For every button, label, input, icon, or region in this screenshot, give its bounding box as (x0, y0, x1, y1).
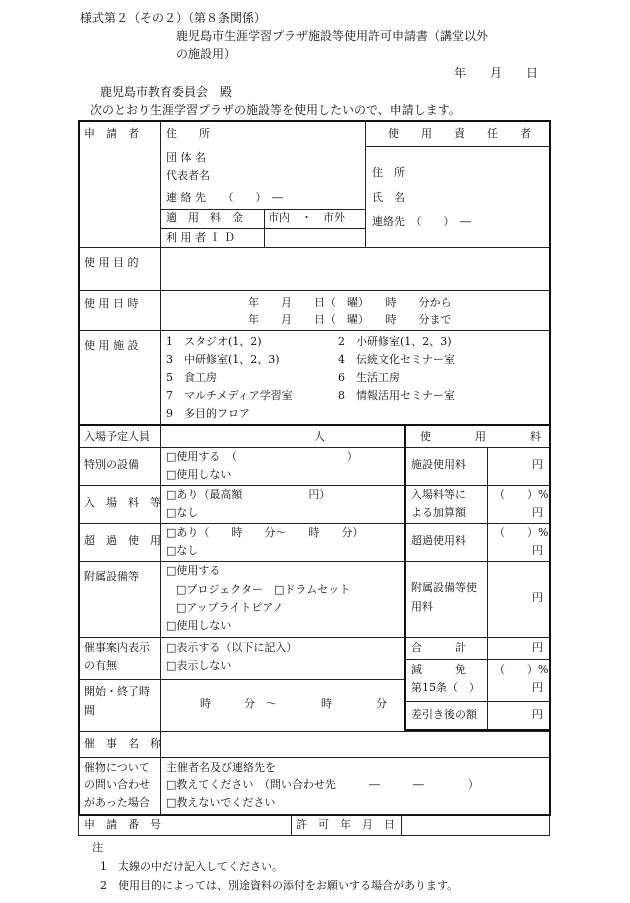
yen-unit: 円 (532, 544, 543, 557)
yen-unit: 円 (532, 641, 543, 654)
facilities-label: 使 用 施 設 (84, 339, 139, 352)
applicant-group[interactable]: 団 体 名 (166, 151, 206, 164)
admission-add-label-line2: よる加算額 (411, 506, 466, 519)
admission-label: 入 場 料 等 (84, 496, 161, 509)
overtime-label: 超 過 使 用 (84, 534, 161, 547)
equipment-nouse[interactable]: □使用しない (166, 619, 232, 632)
datetime-to[interactable]: 年 月 日（ 曜） 時 分まで (248, 313, 452, 326)
datetime-label: 使 用 日 時 (84, 297, 139, 310)
applicant-contact[interactable]: 連 絡 先 （ ） ― (166, 191, 283, 204)
manager-contact[interactable]: 連絡先 （ ） ― (372, 215, 471, 228)
form-number: 様式第２（その２）（第８条関係） (80, 11, 267, 25)
exemption-label: 減 免 (411, 663, 466, 676)
special-equipment-use[interactable]: □使用する （ ） (166, 450, 358, 463)
notes-title: 注 (92, 841, 103, 854)
overtime-fee-percent[interactable]: （ ）% (494, 526, 549, 539)
special-equipment-label: 特別の設備 (84, 458, 139, 471)
form-title-line2: の施設用） (176, 47, 237, 61)
admission-add-label-line1: 入場料等に (411, 488, 466, 501)
note-2: 2 使用目的によっては、別途資料の添付をお願いする場合があります。 (100, 879, 459, 892)
permit-date-label: 許 可 年 月 日 (296, 818, 395, 831)
admission-add-percent[interactable]: （ ）% (494, 488, 549, 501)
facility-option[interactable]: 1 スタジオ(1、2) (166, 335, 262, 348)
datetime-from[interactable]: 年 月 日（ 曜） 時 分から (248, 296, 452, 309)
equipment-fee-label-line2: 用料 (411, 600, 433, 613)
overtime-no[interactable]: □なし (166, 544, 199, 557)
inquiry-label-line3: があった場合 (84, 796, 150, 809)
facility-option[interactable]: 4 伝統文化セミナー室 (338, 353, 455, 366)
display-no[interactable]: □表示しない (166, 659, 232, 672)
yen-unit: 円 (532, 708, 543, 721)
applicant-label: 申 請 者 (84, 127, 139, 140)
time-label-line1: 開始・終了時 (84, 685, 150, 698)
special-equipment-nouse[interactable]: □使用しない (166, 468, 232, 481)
fee-category-label: 適 用 料 金 (166, 211, 243, 224)
time-value[interactable]: 時 分 ～ 時 分 (200, 697, 387, 710)
date-line: 年 月 日 (454, 66, 539, 80)
equipment-fee-label-line1: 附属設備等使 (411, 581, 477, 594)
attendance-unit: 人 (314, 430, 325, 443)
inquiry-label-line2: の問い合わせ (84, 778, 150, 791)
facility-option[interactable]: 5 食工房 (166, 371, 217, 384)
fee-category-value[interactable]: 市内 ・ 市外 (268, 211, 345, 224)
facility-option[interactable]: 8 情報活用セミナー室 (338, 389, 455, 402)
admission-no[interactable]: □なし (166, 506, 199, 519)
intro-text: 次のとおり生涯学習プラザの施設等を使用したいので、申請します。 (90, 103, 461, 117)
form-title-line1: 鹿児島市生涯学習プラザ施設等使用許可申請書（講堂以外 (176, 29, 489, 43)
manager-name[interactable]: 氏 名 (372, 191, 405, 204)
equipment-projector-drum[interactable]: □プロジェクター □ドラムセット (176, 583, 351, 596)
attendance-label: 入場予定人員 (84, 430, 150, 443)
inquiry-tell[interactable]: □教えてください （問い合わせ先 ― ― ） (166, 778, 479, 791)
net-amount-label: 差引き後の額 (411, 708, 477, 721)
display-label-line1: 催事案内表示 (84, 641, 150, 654)
facility-fee-label: 施設使用料 (411, 458, 466, 471)
equipment-label: 附属設備等 (84, 570, 139, 583)
applicant-representative[interactable]: 代表者名 (166, 169, 210, 182)
exemption-percent[interactable]: （ ）% (494, 663, 549, 676)
note-1: 1 太線の中だけ記入してください。 (100, 860, 283, 873)
addressee: 鹿児島市教育委員会 殿 (100, 85, 233, 99)
yen-unit: 円 (532, 681, 543, 694)
yen-unit: 円 (532, 506, 543, 519)
facility-option[interactable]: 3 中研修室(1、2、3) (166, 353, 280, 366)
facility-option[interactable]: 6 生活工房 (338, 371, 400, 384)
yen-unit: 円 (532, 591, 543, 604)
facility-option[interactable]: 2 小研修室(1、2、3) (338, 335, 452, 348)
inquiry-label-line1: 催物について (84, 761, 150, 774)
display-label-line2: の有無 (84, 659, 117, 672)
user-id-label: 利 用 者 Ｉ Ｄ (166, 231, 235, 244)
facility-option[interactable]: 9 多目的フロア (166, 407, 250, 420)
equipment-use[interactable]: □使用する (166, 564, 221, 577)
yen-unit: 円 (532, 458, 543, 471)
manager-address[interactable]: 住 所 (372, 166, 405, 179)
overtime-yes[interactable]: □あり（ 時 分～ 時 分） (166, 526, 364, 539)
overtime-fee-label: 超過使用料 (411, 534, 466, 547)
admission-yes[interactable]: □あり（最高額 円） (166, 488, 331, 501)
inquiry-donttell[interactable]: □教えないでください (166, 796, 276, 809)
inquiry-intro: 主催者名及び連絡先を (166, 761, 276, 774)
purpose-label: 使 用 目 的 (84, 256, 139, 269)
manager-label: 使 用 責 任 者 (388, 127, 531, 140)
applicant-address[interactable]: 住 所 (166, 127, 210, 140)
facility-option[interactable]: 7 マルチメディア学習室 (166, 389, 293, 402)
event-name-label: 催 事 名 称 (84, 737, 161, 750)
time-label-line2: 間 (84, 704, 95, 717)
fee-header: 使 用 料 (420, 430, 541, 443)
article15-label[interactable]: 第15条（ ） (411, 681, 480, 694)
display-yes[interactable]: □表示する（以下に記入） (166, 641, 298, 654)
application-number-label: 申 請 番 号 (84, 818, 161, 831)
equipment-piano[interactable]: □アップライトピアノ (176, 601, 284, 614)
total-label: 合 計 (411, 641, 466, 654)
